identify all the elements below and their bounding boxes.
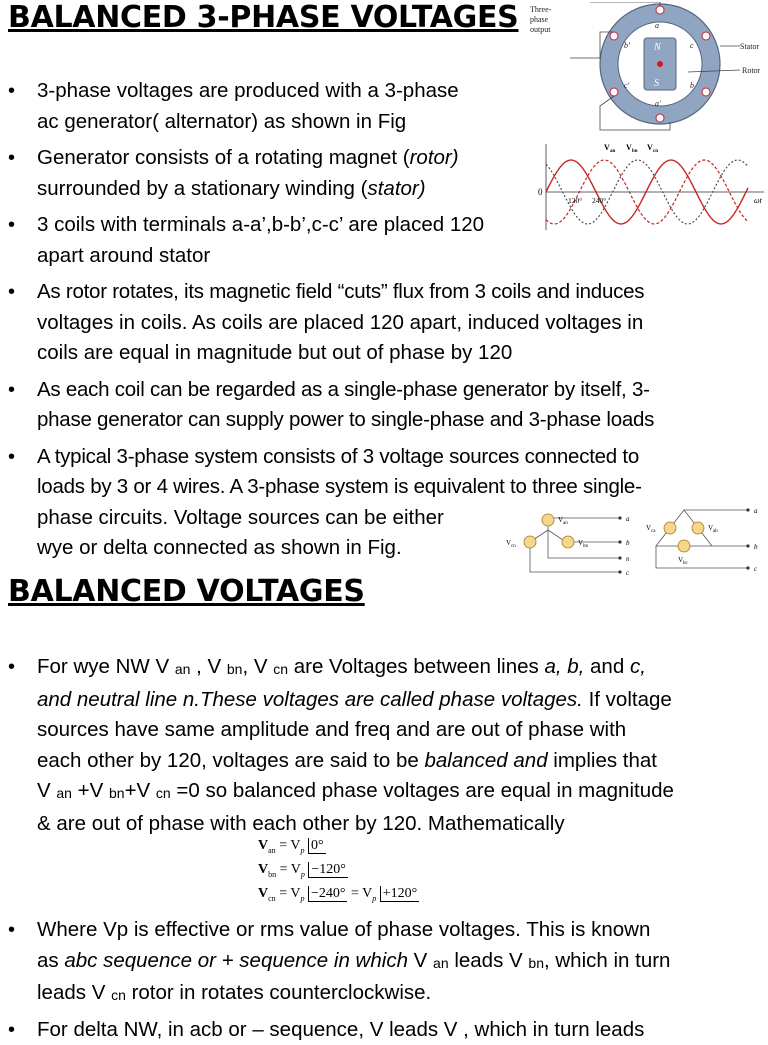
svg-text:b: b [754,543,758,551]
svg-text:c': c' [624,81,630,90]
svg-text:Three-: Three- [530,5,552,14]
svg-text:V: V [708,524,713,532]
delta-source-figure [644,502,766,578]
svg-text:S: S [654,78,659,89]
list-item: • Where Vp is effective or rms value of phase voltages. This is known as abc sequence or + sequence in which V $_{an}$ leads V $_{bn}$, which in turn leads V $_{cn}$ rotor in rotates counterclockwise. [8,915,670,1011]
list-item: • For delta NW, in acb or – sequence, V leads V , which in turn leads [8,1015,670,1045]
list-item: • As rotor rotates, its magnetic field “cuts” flux from 3 coils and induces voltages in coils. As coils are placed 120 apart, induced voltages in coils are equal in magnitude but out of phase by 120 [8,277,654,369]
list-item: • For wye NW V $_{an}$ , V $_{bn}$, V $_{cn}$ are Voltages between lines a, b, and c, and neutral line n.These voltages are called phase voltages. If voltage sources have same amplitude and freq and are out of phase with each other by 120, voltages are said to be balanced and implies that V $_{an}$ +V $_{bn}$+V $_{cn}$ =0 so balanced phase voltages are equal in magnitude & are out of phase with each other by 120. Mathematically [8,652,674,839]
list-item: • 3-phase voltages are produced with a 3-phase ac generator( alternator) as shown in Fig [8,76,654,137]
svg-text:b': b' [624,41,630,50]
svg-text:Rotor: Rotor [742,66,761,75]
list-item: • A typical 3-phase system consists of 3 voltage sources connected to loads by 3 or 4 wires. A 3-phase system is equivalent to three single- phase circuits. Voltage sources can be either wye or delta connected as shown in Fig. [8,442,654,564]
svg-text:V: V [678,556,683,564]
svg-text:bn: bn [583,544,589,549]
svg-text:V: V [626,143,632,152]
svg-text:c: c [626,569,630,577]
svg-text:output: output [530,25,551,34]
svg-text:V: V [646,524,651,532]
svg-text:V: V [558,516,563,524]
list-item: • 3 coils with terminals a-a’,b-b’,c-c’ are placed 120 apart around stator [8,210,654,271]
svg-text:120°: 120° [568,196,582,205]
svg-text:ab: ab [713,529,718,534]
section2-bullets-2 [8,915,670,1045]
svg-text:a: a [626,515,630,523]
section-title: BALANCED VOLTAGES [8,574,365,609]
svg-text:V: V [604,143,610,152]
svg-text:c: c [690,41,694,50]
svg-text:240°: 240° [592,196,606,205]
svg-text:ca: ca [651,529,656,534]
svg-text:c: c [754,565,758,573]
section2-bullets [8,652,674,839]
list-item: • Generator consists of a rotating magnet (rotor) surrounded by a stationary winding (stator) [8,143,654,204]
svg-text:an: an [563,521,568,526]
svg-text:b: b [690,81,694,90]
svg-text:0: 0 [538,187,543,197]
svg-text:a: a [655,21,659,30]
svg-text:V: V [506,539,511,547]
phase-waveform-figure [536,140,766,232]
svg-text:a': a' [655,99,661,108]
svg-text:an: an [610,149,616,154]
wye-source-figure [500,502,642,582]
svg-text:ωt: ωt [754,196,763,205]
list-item: • As each coil can be regarded as a single-phase generator by itself, 3- phase generator can supply power to single-phase and 3-phase loads [8,375,654,436]
svg-text:Stator: Stator [740,42,759,51]
svg-text:V: V [578,539,583,547]
svg-text:N: N [653,42,662,53]
svg-text:bn: bn [632,149,638,154]
svg-text:n: n [626,555,630,563]
svg-text:a: a [754,507,758,515]
svg-text:bc: bc [683,561,689,566]
svg-text:phase: phase [530,15,549,24]
generator-figure [530,2,766,132]
svg-text:V: V [647,143,653,152]
phase-voltage-equations: $V_{an} = V_p$ 0° $V_{bn} = V_p -120^\circ$ $V_{cn} = V_p -240^\circ = V_p +120^\circ$ [258,838,419,910]
svg-text:cn: cn [653,149,658,154]
page-title: BALANCED 3-PHASE VOLTAGES [8,0,518,35]
svg-text:cn: cn [511,544,516,549]
svg-text:b: b [626,539,630,547]
